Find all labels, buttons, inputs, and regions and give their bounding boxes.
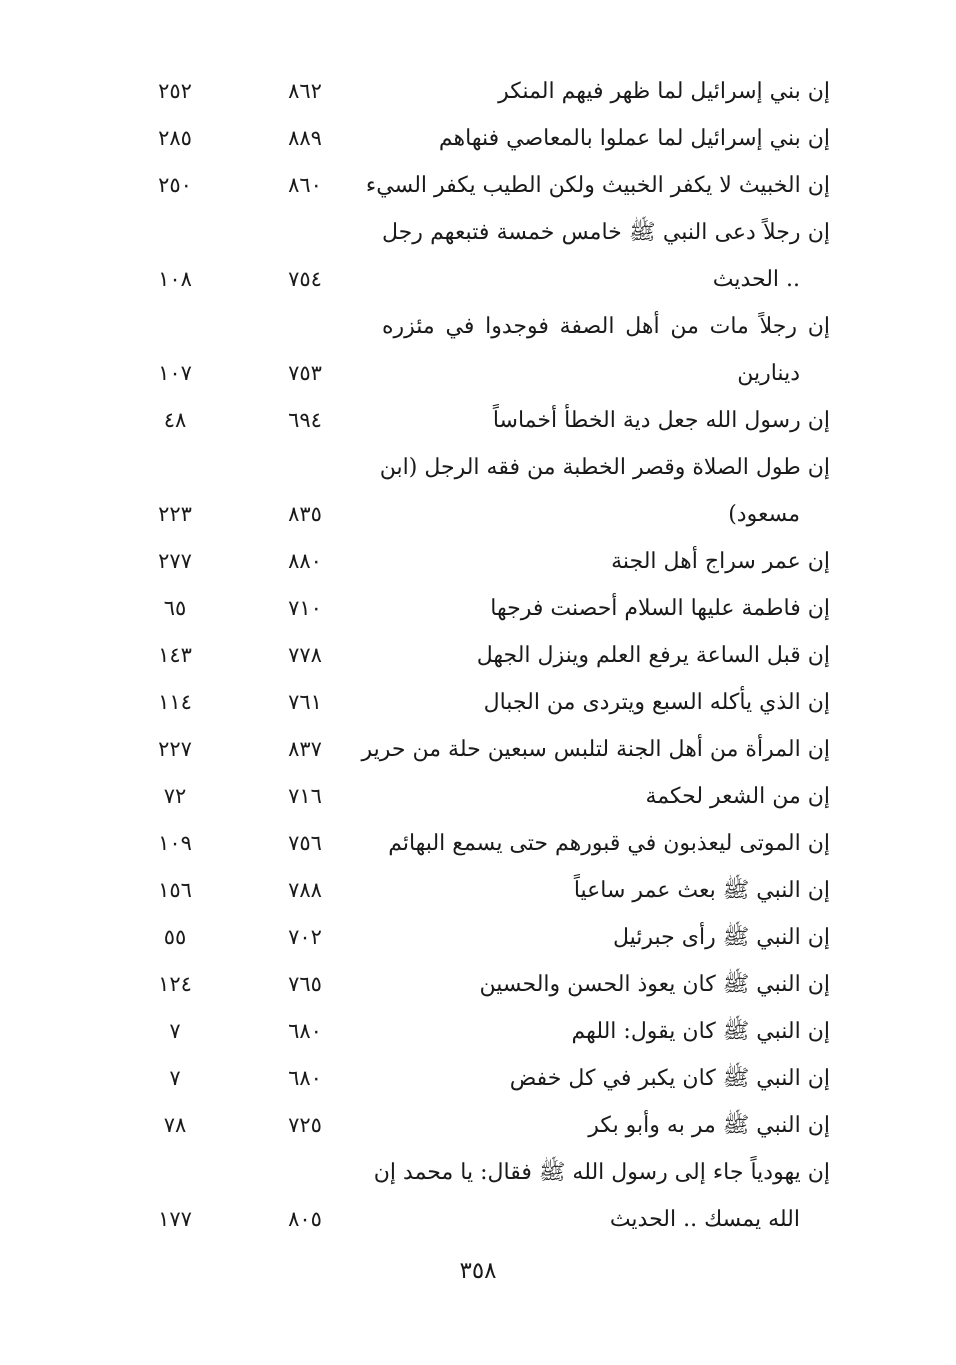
entry-text: إن النبي ﷺ مر به وأبو بكر [588, 1113, 830, 1138]
page-reference: ٢٢٧ [158, 737, 192, 761]
entry-text: إن النبي ﷺ كان يكبر في كل خفض [509, 1066, 830, 1091]
page-reference: ١٢٤ [158, 972, 192, 996]
index-entry [130, 397, 830, 444]
page-reference: ٧ [169, 1066, 181, 1090]
entry-text: إن طول الصلاة وقصر الخطبة من فقه الرجل (ابن [379, 455, 830, 480]
page-reference: ٢٢٣ [158, 502, 192, 526]
hadith-number: ٧٥٤ [288, 267, 322, 291]
index-entry-continuation [130, 256, 830, 303]
entry-text: إن النبي ﷺ كان يقول: اللهم [571, 1019, 830, 1044]
index-entry [130, 115, 830, 162]
page-reference: ١٤٣ [158, 643, 192, 667]
page-reference: ٢٨٥ [158, 126, 192, 150]
entry-text-continued: دينارين [737, 361, 800, 386]
entry-text: إن النبي ﷺ بعث عمر ساعياً [573, 878, 830, 903]
entry-text: إن عمر سراج أهل الجنة [611, 549, 830, 574]
hadith-number: ٧٥٣ [288, 361, 322, 385]
index-entry [130, 303, 830, 350]
index-entry-continuation [130, 1196, 830, 1243]
page-reference: ١٠٧ [158, 361, 192, 385]
index-entry [130, 162, 830, 209]
index-entry [130, 820, 830, 867]
index-entry-continuation [130, 350, 830, 397]
page-reference: ١٥٦ [158, 878, 192, 902]
page-reference: ٧ [169, 1019, 181, 1043]
hadith-number: ٨٠٥ [288, 1207, 322, 1231]
entry-text: إن رجلاً دعى النبي ﷺ خامس خمسة فتبعهم رجل [382, 220, 830, 245]
index-entry [130, 1102, 830, 1149]
page-reference: ٢٧٧ [158, 549, 192, 573]
hadith-number: ٨٦٠ [288, 173, 322, 197]
entry-text: إن يهودياً جاء إلى رسول الله ﷺ فقال: يا محمد إن [373, 1160, 830, 1185]
hadith-number: ٧٨٨ [288, 878, 322, 902]
page-reference: ٢٥٢ [158, 79, 192, 103]
index-entry [130, 632, 830, 679]
entry-text: إن المرأة من أهل الجنة لتلبس سبعين حلة من حرير [361, 737, 830, 762]
entry-text: إن فاطمة عليها السلام أحصنت فرجها [490, 596, 830, 621]
hadith-number: ٧٧٨ [288, 643, 322, 667]
index-entry [130, 444, 830, 491]
hadith-number: ٧٦٥ [288, 972, 322, 996]
entry-text: إن قبل الساعة يرفع العلم وينزل الجهل [476, 643, 830, 668]
hadith-number: ٨٣٧ [288, 737, 322, 761]
page-reference: ١٠٨ [158, 267, 192, 291]
page-reference: ١١٤ [158, 690, 192, 714]
entry-text: إن رجلاً مات من أهل الصفة فوجدوا في مئزره [382, 314, 830, 339]
index-entry-continuation [130, 491, 830, 538]
hadith-number: ٨٨٩ [288, 126, 322, 150]
hadith-number: ٧١٠ [288, 596, 322, 620]
entry-text-continued: .. الحديث [712, 267, 800, 292]
entry-text: إن الخبيث لا يكفر الخبيث ولكن الطيب يكفر السيء [365, 173, 830, 198]
hadith-number: ٧٦١ [288, 690, 322, 714]
page-reference: ٧٨ [163, 1113, 187, 1137]
hadith-number: ٧٠٢ [288, 925, 322, 949]
page-number: ٣٥٨ [459, 1258, 497, 1284]
entry-text: إن النبي ﷺ كان يعوذ الحسن والحسين [479, 972, 830, 997]
hadith-number: ٧٢٥ [288, 1113, 322, 1137]
page-reference: ٢٥٠ [158, 173, 192, 197]
hadith-index-list [130, 68, 830, 1243]
entry-text: إن الذي يأكله السبع ويتردى من الجبال [483, 690, 830, 715]
hadith-number: ٨٦٢ [288, 79, 322, 103]
index-entry [130, 773, 830, 820]
index-entry [130, 914, 830, 961]
index-entry [130, 68, 830, 115]
index-entry [130, 679, 830, 726]
entry-text: إن رسول الله جعل دية الخطأ أخماساً [492, 408, 830, 433]
index-entry [130, 538, 830, 585]
entry-text: إن بني إسرائيل لما عملوا بالمعاصي فنهاهم [438, 126, 830, 151]
page-reference: ٦٥ [163, 596, 187, 620]
index-entry [130, 726, 830, 773]
entry-text: إن بني إسرائيل لما ظهر فيهم المنكر [498, 79, 830, 104]
page-reference: ٤٨ [163, 408, 187, 432]
hadith-number: ٧٥٦ [288, 831, 322, 855]
index-entry [130, 961, 830, 1008]
entry-text-continued: الله يمسك .. الحديث [609, 1207, 800, 1232]
index-entry [130, 1149, 830, 1196]
hadith-number: ٦٩٤ [288, 408, 322, 432]
hadith-number: ٦٨٠ [288, 1066, 322, 1090]
hadith-number: ٧١٦ [288, 784, 322, 808]
index-entry [130, 209, 830, 256]
index-entry [130, 585, 830, 632]
hadith-number: ٨٣٥ [288, 502, 322, 526]
hadith-number: ٨٨٠ [288, 549, 322, 573]
page-reference: ٧٢ [163, 784, 187, 808]
page-reference: ١٧٧ [158, 1207, 192, 1231]
index-entry [130, 867, 830, 914]
entry-text: إن من الشعر لحكمة [645, 784, 830, 809]
hadith-number: ٦٨٠ [288, 1019, 322, 1043]
entry-text-continued: مسعود) [728, 502, 800, 527]
index-entry [130, 1055, 830, 1102]
page-reference: ١٠٩ [158, 831, 192, 855]
index-entry [130, 1008, 830, 1055]
entry-text: إن الموتى ليعذبون في قبورهم حتى يسمع البهائم [388, 831, 830, 856]
page-reference: ٥٥ [163, 925, 187, 949]
entry-text: إن النبي ﷺ رأى جبرئيل [612, 925, 830, 950]
